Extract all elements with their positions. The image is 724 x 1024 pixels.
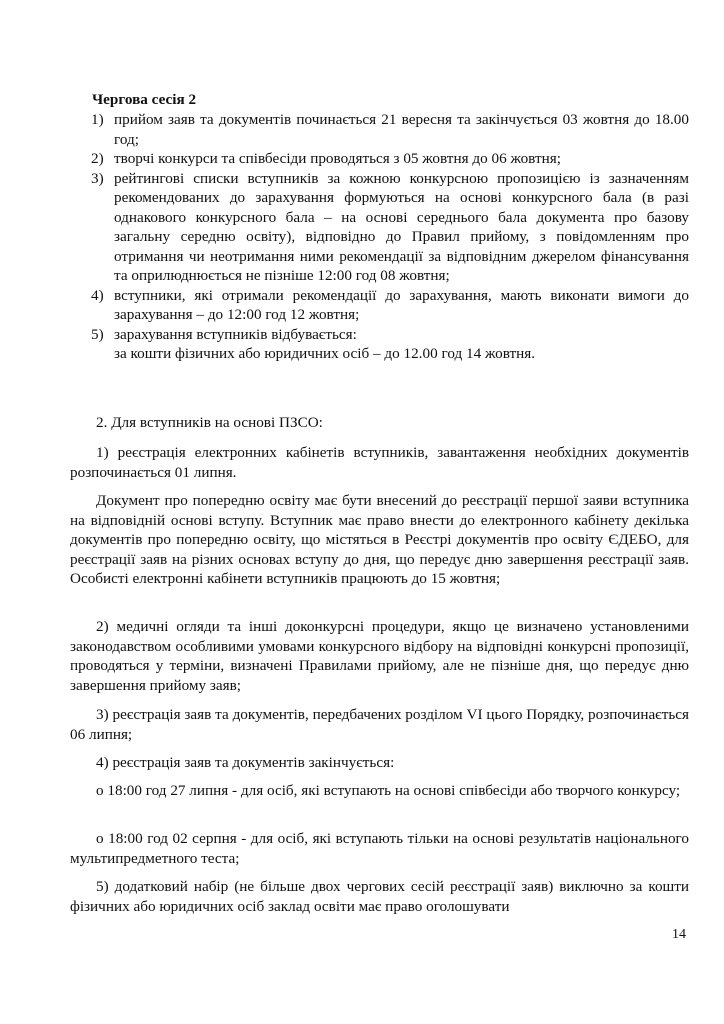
list-item-number: 2) [91, 150, 104, 167]
list-item-text: рейтингові списки вступників за кожною конкурсною пропозицією із зазначенням рекомендованих до зарахування формуються на основі конкурсного бала (в разі однакового конкурсного бала – на основі середнього бала документа про базову загальну середню освіту), відповідно до Правил прийому, з повідомленням про отримання чи неотримання ними рекомендації за відповідним джерелом фінансування та оприлюднюється не пізніше 12:00 год 08 жовтня; [114, 169, 689, 284]
list-item-text: вступники, які отримали рекомендації до зарахування, мають виконати вимоги до зарахування – до 12:00 год 12 жовтня; [114, 286, 689, 323]
page-number: 14 [672, 927, 686, 942]
list-item-number: 4) [91, 286, 104, 304]
list-item [91, 325, 689, 364]
paragraph: о 18:00 год 27 липня - для осіб, які вступають на основі співбесіди або творчого конкурсу; [96, 782, 681, 799]
list-item-number: 5) [91, 325, 104, 343]
section-heading: 2. Для вступників на основі ПЗСО: [96, 414, 323, 431]
session-title: Чергова сесія 2 [92, 91, 197, 108]
list-item-subtext: за кошти фізичних або юридичних осіб – до 12.00 год 14 жовтня. [114, 345, 536, 362]
paragraph: 4) реєстрація заяв та документів закінчується: [96, 754, 395, 771]
list-item-number: 1) [91, 111, 104, 128]
list-item [91, 169, 689, 286]
paragraph: Документ про попередню освіту має бути внесений до реєстрації першої заяви вступника на відповідній основі вступу. Вступник має право внести до електронного кабінету декілька документів про попередню освіту, що містяться в Реєстрі документів про освіту ЄДЕБО, для реєстрації заяв на різних основах вступу до дня, що передує дню завершення реєстрації заяв. Особисті електронні кабінети вступників працюють до 15 жовтня; [70, 492, 689, 587]
list-item [91, 286, 689, 325]
paragraph: 1) реєстрація електронних кабінетів вступників, завантаження необхідних документів розпочинається 01 липня. [70, 444, 689, 481]
paragraph: о 18:00 год 02 серпня - для осіб, які вступають тільки на основі результатів національного мультипредметного теста; [70, 830, 689, 867]
list-item [91, 110, 689, 149]
paragraph: 5) додатковий набір (не більше двох чергових сесій реєстрації заяв) виключно за кошти фізичних або юридичних осіб заклад освіти має право оголошувати [70, 878, 689, 915]
list-item [91, 149, 689, 169]
session-schedule-list [91, 110, 689, 364]
list-item-text: прийом заяв та документів починається 21 вересня та закінчується 03 жовтня до 18.00 год; [114, 111, 689, 148]
paragraph: 3) реєстрація заяв та документів, передбачених розділом VI цього Порядку, розпочинається 06 липня; [70, 706, 689, 743]
list-item-text: творчі конкурси та співбесіди проводяться з 05 жовтня до 06 жовтня; [114, 150, 561, 167]
paragraph: 2) медичні огляди та інші доконкурсні процедури, якщо це визначено установленими законодавством особливими умовами конкурсного відбору на відповідні конкурсні пропозиції, проводяться у терміни, визначені Правилами прийому, але не пізніше дня, що передує дню завершення прийому заяв; [70, 618, 689, 694]
list-item-text: зарахування вступників відбувається: [114, 325, 357, 343]
list-item-number: 3) [91, 169, 104, 187]
